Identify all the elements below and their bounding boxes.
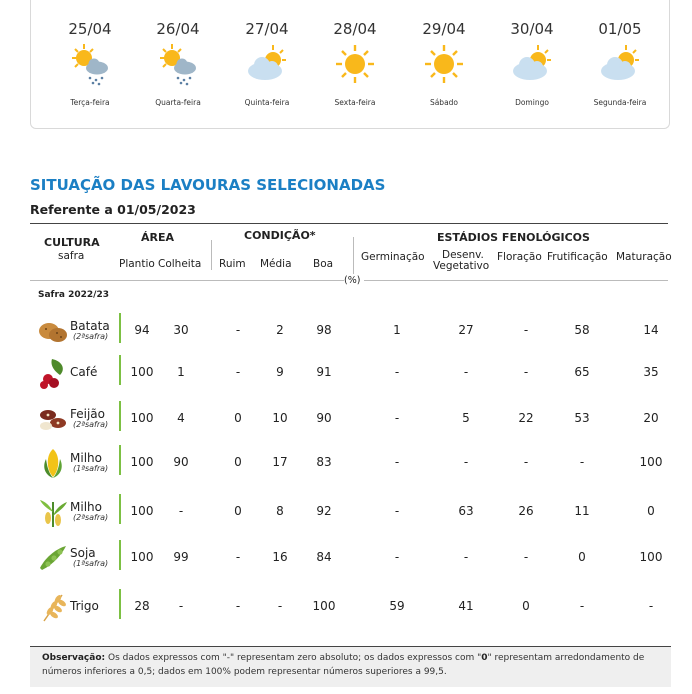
forecast-day (134, 0, 222, 128)
plantio-cell: 28 (134, 599, 150, 613)
sun-cloud-rain-icon (156, 42, 200, 86)
forecast-date: 30/04 (510, 20, 554, 38)
colheita-cell: 90 (173, 455, 189, 469)
crop-safra: (2ªsafra) (73, 332, 109, 341)
colheita-cell: 1 (177, 365, 185, 379)
maturacao-cell: 100 (639, 550, 663, 564)
forecast-day (311, 0, 399, 128)
forecast-dayname: Quarta-feira (155, 98, 201, 107)
plantio-cell: 100 (130, 365, 154, 379)
media-cell: - (277, 599, 283, 613)
floracao-cell: 0 (522, 599, 530, 613)
weather-forecast (30, 0, 670, 129)
corn-plant-icon (36, 494, 70, 528)
frutificacao-cell: - (579, 455, 585, 469)
frutificacao-cell: 11 (574, 504, 590, 518)
ruim-cell: - (235, 550, 241, 564)
note-text: " representam arredondamento de números inferiores a 0,5; dados em 100% podem representar números superiores a 99,5. (42, 653, 645, 677)
floracao-cell: 26 (518, 504, 534, 518)
header-divider (353, 237, 354, 274)
header-boa: Boa (313, 258, 334, 270)
table-top-rule (30, 223, 668, 224)
germinacao-cell: - (394, 411, 400, 425)
header-area: ÁREA (141, 231, 175, 244)
reference-date: Referente a 01/05/2023 (30, 202, 196, 217)
desenv-vegetativo-cell: - (463, 365, 469, 379)
germinacao-cell: 1 (393, 323, 401, 337)
frutificacao-cell: 58 (574, 323, 590, 337)
header-frutificacao: Frutificação (547, 251, 608, 263)
plantio-cell: 100 (130, 455, 154, 469)
media-cell: 8 (276, 504, 284, 518)
forecast-day (576, 0, 664, 128)
frutificacao-cell: 0 (578, 550, 586, 564)
plantio-cell: 100 (130, 550, 154, 564)
row-accent-bar (119, 401, 121, 431)
crop-safra: (1ªsafra) (73, 464, 109, 473)
header-divider (211, 240, 212, 270)
ruim-cell: 0 (234, 411, 242, 425)
wheat-icon (36, 589, 70, 623)
table-row (30, 587, 668, 631)
header-safra: safra (58, 250, 85, 262)
header-percent: (%) (344, 275, 361, 286)
boa-cell: 91 (316, 365, 332, 379)
header-plantio: Plantio (119, 258, 155, 270)
ruim-cell: 0 (234, 504, 242, 518)
forecast-dayname: Segunda-feira (593, 98, 647, 107)
boa-cell: 84 (316, 550, 332, 564)
header-germinacao: Germinação (361, 251, 425, 263)
floracao-cell: 22 (518, 411, 534, 425)
header-media: Média (260, 258, 292, 270)
table-row (30, 353, 668, 397)
crop-safra: (2ªsafra) (73, 420, 109, 429)
plantio-cell: 94 (134, 323, 150, 337)
forecast-dayname: Domingo (515, 98, 549, 107)
boa-cell: 92 (316, 504, 332, 518)
note-label: Observação: (42, 653, 106, 663)
desenv-vegetativo-cell: 27 (458, 323, 474, 337)
safra-label: Safra 2022/23 (38, 290, 109, 300)
germinacao-cell: - (394, 365, 400, 379)
header-desenv: Desenv. (442, 249, 484, 261)
table-row (30, 311, 668, 355)
header-bottom-rule (364, 280, 668, 281)
forecast-date: 28/04 (333, 20, 377, 38)
colheita-cell: 4 (177, 411, 185, 425)
crop-name: Batata (70, 319, 110, 333)
sun-icon (333, 42, 377, 86)
media-cell: 9 (276, 365, 284, 379)
colheita-cell: - (178, 599, 184, 613)
maturacao-cell: 20 (643, 411, 659, 425)
forecast-date: 25/04 (68, 20, 112, 38)
table-row (30, 492, 668, 536)
crop-safra: (2ªsafra) (73, 513, 109, 522)
note-text: Os dados expressos com "-" representam zero absoluto; os dados expressos com " (105, 653, 482, 663)
desenv-vegetativo-cell: 41 (458, 599, 474, 613)
ruim-cell: - (235, 365, 241, 379)
boa-cell: 83 (316, 455, 332, 469)
forecast-dayname: Sábado (429, 98, 459, 107)
forecast-dayname: Quinta-feira (244, 98, 290, 107)
media-cell: 10 (272, 411, 288, 425)
note-zero: 0 (481, 653, 488, 663)
forecast-day (223, 0, 311, 128)
table-row (30, 538, 668, 582)
header-bottom-rule (30, 280, 344, 281)
header-maturacao: Maturação (616, 251, 672, 263)
sun-cloud-icon (245, 42, 289, 86)
forecast-day (400, 0, 488, 128)
row-accent-bar (119, 313, 121, 343)
maturacao-cell: - (648, 599, 654, 613)
sun-cloud-icon (510, 42, 554, 86)
row-accent-bar (119, 445, 121, 475)
soy-icon (36, 540, 70, 574)
plantio-cell: 100 (130, 411, 154, 425)
crop-name: Milho (70, 451, 102, 465)
crop-name: Café (70, 365, 98, 379)
media-cell: 17 (272, 455, 288, 469)
crop-name: Milho (70, 500, 102, 514)
desenv-vegetativo-cell: - (463, 550, 469, 564)
floracao-cell: - (523, 550, 529, 564)
crop-name: Soja (70, 546, 96, 560)
sun-cloud-icon (598, 42, 642, 86)
forecast-date: 29/04 (422, 20, 466, 38)
header-estadios: ESTÁDIOS FENOLÓGICOS (437, 231, 590, 244)
row-accent-bar (119, 540, 121, 570)
section-title: SITUAÇÃO DAS LAVOURAS SELECIONADAS (30, 176, 386, 194)
media-cell: 2 (276, 323, 284, 337)
row-accent-bar (119, 589, 121, 619)
germinacao-cell: - (394, 550, 400, 564)
forecast-day (46, 0, 134, 128)
boa-cell: 100 (312, 599, 336, 613)
boa-cell: 98 (316, 323, 332, 337)
frutificacao-cell: 65 (574, 365, 590, 379)
ruim-cell: - (235, 323, 241, 337)
bean-icon (36, 401, 70, 435)
header-vegetativo: Vegetativo (433, 260, 490, 272)
media-cell: 16 (272, 550, 288, 564)
floracao-cell: - (523, 365, 529, 379)
header-condicao: CONDIÇÃO* (244, 229, 316, 242)
colheita-cell: - (178, 504, 184, 518)
frutificacao-cell: - (579, 599, 585, 613)
desenv-vegetativo-cell: 5 (462, 411, 470, 425)
floracao-cell: - (523, 323, 529, 337)
floracao-cell: - (523, 455, 529, 469)
frutificacao-cell: 53 (574, 411, 590, 425)
potato-icon (36, 313, 70, 347)
header-ruim: Ruim (219, 258, 246, 270)
maturacao-cell: 100 (639, 455, 663, 469)
desenv-vegetativo-cell: 63 (458, 504, 474, 518)
table-row (30, 443, 668, 487)
row-accent-bar (119, 494, 121, 524)
corn-icon (36, 445, 70, 479)
header-colheita: Colheita (158, 258, 202, 270)
coffee-icon (36, 355, 70, 389)
maturacao-cell: 14 (643, 323, 659, 337)
colheita-cell: 99 (173, 550, 189, 564)
ruim-cell: - (235, 599, 241, 613)
observation-note (30, 646, 671, 687)
crop-name: Trigo (70, 599, 99, 613)
sun-icon (422, 42, 466, 86)
forecast-date: 27/04 (245, 20, 289, 38)
forecast-date: 01/05 (598, 20, 642, 38)
header-cultura: CULTURA (44, 236, 100, 249)
plantio-cell: 100 (130, 504, 154, 518)
header-floracao: Floração (497, 251, 542, 263)
forecast-dayname: Sexta-feira (334, 98, 376, 107)
crop-name: Feijão (70, 407, 105, 421)
sun-cloud-rain-icon (68, 42, 112, 86)
boa-cell: 90 (316, 411, 332, 425)
germinacao-cell: 59 (389, 599, 405, 613)
ruim-cell: 0 (234, 455, 242, 469)
table-row (30, 399, 668, 443)
germinacao-cell: - (394, 504, 400, 518)
forecast-date: 26/04 (156, 20, 200, 38)
forecast-dayname: Terça-feira (70, 98, 110, 107)
crop-safra: (1ªsafra) (73, 559, 109, 568)
colheita-cell: 30 (173, 323, 189, 337)
forecast-day (488, 0, 576, 128)
row-accent-bar (119, 355, 121, 385)
germinacao-cell: - (394, 455, 400, 469)
maturacao-cell: 0 (647, 504, 655, 518)
desenv-vegetativo-cell: - (463, 455, 469, 469)
maturacao-cell: 35 (643, 365, 659, 379)
